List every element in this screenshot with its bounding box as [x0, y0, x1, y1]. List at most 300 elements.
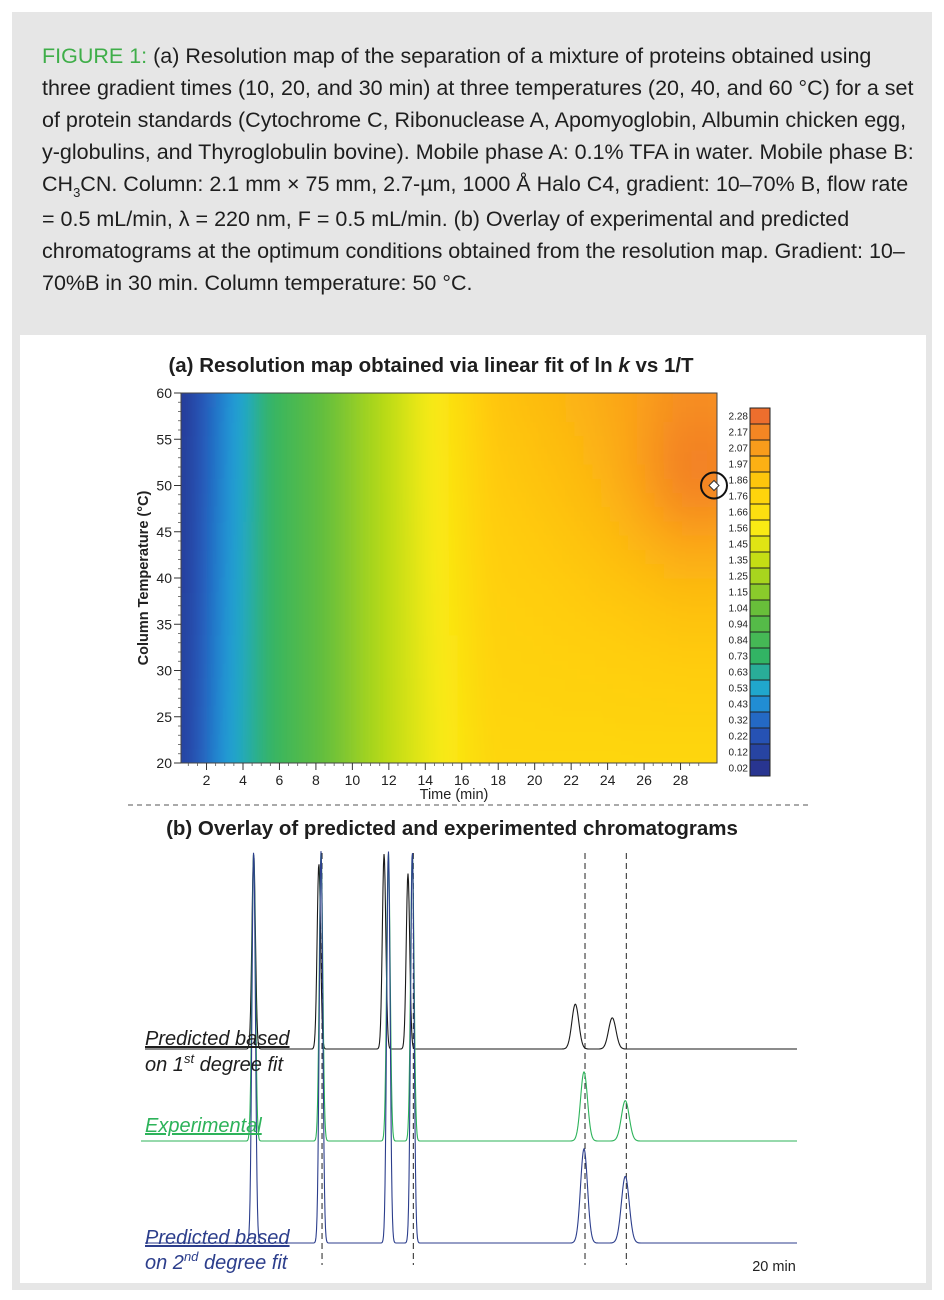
heatmap-cell	[663, 692, 673, 707]
heatmap-cell	[681, 692, 691, 707]
heatmap-cell	[467, 706, 477, 721]
heatmap-cell	[315, 422, 325, 437]
heatmap-cell	[270, 407, 280, 422]
heatmap-cell	[637, 607, 647, 622]
heatmap-cell	[494, 607, 504, 622]
heatmap-cell	[360, 621, 370, 636]
heatmap-cell	[458, 663, 468, 678]
heatmap-cell	[583, 535, 593, 550]
heatmap-cell	[297, 735, 307, 750]
heatmap-cell	[288, 464, 298, 479]
heatmap-cell	[529, 706, 539, 721]
heatmap-cell	[387, 649, 397, 664]
heatmap-cell	[261, 607, 271, 622]
heatmap-cell	[592, 692, 602, 707]
heatmap-cell	[503, 507, 512, 522]
heatmap-cell	[226, 635, 236, 650]
heatmap-cell	[306, 493, 316, 508]
heatmap-cell	[324, 649, 334, 664]
heatmap-cell	[208, 621, 218, 636]
heatmap-cell	[690, 706, 700, 721]
heatmap-cell	[333, 450, 343, 465]
heatmap-cell	[547, 706, 557, 721]
heatmap-cell	[279, 592, 289, 607]
heatmap-cell	[226, 521, 236, 536]
heatmap-cell	[270, 720, 280, 735]
heatmap-cell	[324, 373, 334, 408]
heatmap-cell	[681, 635, 691, 650]
heatmap-cell	[395, 749, 405, 784]
heatmap-cell	[512, 692, 522, 707]
heatmap-cell	[315, 373, 325, 408]
heatmap-cell	[333, 422, 343, 437]
heatmap-cell	[440, 678, 450, 693]
heatmap-cell	[583, 422, 593, 437]
heatmap-cell	[619, 493, 629, 508]
heatmap-cell	[547, 749, 557, 784]
heatmap-cell	[619, 436, 629, 451]
heatmap-cell	[440, 422, 450, 437]
heatmap-cell	[378, 735, 388, 750]
heatmap-cell	[324, 663, 334, 678]
heatmap-cell	[655, 550, 665, 565]
heatmap-cell	[199, 535, 209, 550]
heatmap-cell	[324, 607, 334, 622]
heatmap-cell	[261, 464, 271, 479]
heatmap-cell	[601, 450, 611, 465]
heatmap-cell	[208, 578, 218, 593]
heatmap-cell	[395, 478, 405, 493]
heatmap-cell	[655, 607, 665, 622]
heatmap-cell	[529, 478, 539, 493]
heatmap-cell	[387, 373, 397, 408]
heatmap-cell	[485, 464, 495, 479]
heatmap-cell	[226, 464, 236, 479]
heatmap-cell	[494, 422, 504, 437]
heatmap-cell	[521, 407, 531, 422]
heatmap-cell	[315, 635, 325, 650]
heatmap-cell	[244, 578, 254, 593]
heatmap-cell	[485, 373, 495, 408]
heatmap-cell	[512, 464, 522, 479]
heatmap-cell	[413, 436, 423, 451]
heatmap-cell	[190, 635, 200, 650]
heatmap-cell	[592, 635, 602, 650]
heatmap-cell	[261, 450, 271, 465]
heatmap-cell	[333, 564, 343, 579]
chromatogram-title: (b) Overlay of predicted and experimented chromatograms	[166, 817, 738, 840]
heatmap-cell	[342, 422, 352, 437]
heatmap-cell	[297, 507, 307, 522]
colorbar-label: 0.12	[728, 747, 748, 759]
heatmap-cell	[699, 535, 709, 550]
heatmap-cell	[431, 720, 441, 735]
heatmap-cell	[369, 373, 379, 408]
heatmap-cell	[235, 663, 245, 678]
heatmap-cell	[521, 535, 531, 550]
heatmap-cell	[655, 578, 665, 593]
heatmap-cell	[681, 521, 691, 536]
heatmap-cell	[404, 749, 414, 784]
heatmap-cell	[440, 535, 450, 550]
heatmap-cell	[458, 478, 468, 493]
heatmap-cell	[244, 478, 254, 493]
heatmap-cell	[190, 663, 200, 678]
heatmap-cell	[369, 450, 379, 465]
heatmap-cell	[601, 478, 611, 493]
y-tick-label: 25	[156, 708, 172, 725]
heatmap-cell	[601, 621, 611, 636]
heatmap-cell	[404, 621, 414, 636]
heatmap-cell	[244, 564, 254, 579]
heatmap-cell	[690, 550, 700, 565]
heatmap-cell	[521, 692, 531, 707]
heatmap-cell	[351, 422, 361, 437]
heatmap-cell	[244, 550, 254, 565]
heatmap-cell	[646, 373, 656, 408]
heatmap-cell	[413, 706, 423, 721]
heatmap-cell	[547, 578, 557, 593]
heatmap-cell	[601, 564, 611, 579]
heatmap-cell	[161, 493, 191, 508]
heatmap-cell	[565, 720, 575, 735]
heatmap-cell	[422, 507, 432, 522]
heatmap-cell	[565, 550, 575, 565]
heatmap-cell	[360, 450, 370, 465]
heatmap-cell	[646, 550, 656, 565]
heatmap-cell	[333, 749, 343, 784]
heatmap-cell	[699, 678, 709, 693]
heatmap-cell	[646, 422, 656, 437]
heatmap-cell	[226, 535, 236, 550]
heatmap-cell	[663, 450, 673, 465]
heatmap-cell	[699, 507, 709, 522]
heatmap-cell	[485, 706, 495, 721]
heatmap-cell	[253, 407, 263, 422]
heatmap-cell	[449, 663, 459, 678]
heatmap-cell	[333, 550, 343, 565]
heatmap-cell	[235, 436, 245, 451]
heatmap-cell	[574, 422, 584, 437]
heatmap-cell	[681, 478, 691, 493]
heatmap-cell	[574, 373, 584, 408]
heatmap-cell	[565, 407, 575, 422]
heatmap-cell	[637, 564, 647, 579]
heatmap-cell	[503, 373, 512, 408]
heatmap-cell	[467, 521, 477, 536]
heatmap-cell	[538, 706, 548, 721]
heatmap-cell	[288, 422, 298, 437]
heatmap-cell	[592, 564, 602, 579]
figure-canvas	[20, 335, 926, 1283]
heatmap-cell	[333, 464, 343, 479]
heatmap-cell	[637, 507, 647, 522]
heatmap-cell	[306, 422, 316, 437]
heatmap-cell	[413, 578, 423, 593]
heatmap-cell	[485, 720, 495, 735]
heatmap-cell	[681, 678, 691, 693]
heatmap-cell	[413, 663, 423, 678]
heatmap-cell	[208, 564, 218, 579]
heatmap-cell	[190, 720, 200, 735]
heatmap-cell	[279, 621, 289, 636]
heatmap-cell	[369, 592, 379, 607]
heatmap-cell	[512, 507, 522, 522]
heatmap-cell	[646, 635, 656, 650]
heatmap-cell	[672, 436, 682, 451]
heatmap-cell	[395, 550, 405, 565]
heatmap-cell	[440, 373, 450, 408]
heatmap-cell	[556, 720, 566, 735]
heatmap-cell	[583, 663, 593, 678]
heatmap-cell	[565, 706, 575, 721]
colorbar-swatch	[750, 552, 770, 568]
heatmap-cell	[217, 507, 227, 522]
heatmap-cell	[226, 450, 236, 465]
heatmap-cell	[161, 407, 191, 422]
heatmap-cell	[190, 592, 200, 607]
heatmap-cell	[279, 450, 289, 465]
heatmap-cell	[690, 493, 700, 508]
heatmap-cell	[449, 564, 459, 579]
heatmap-cell	[324, 521, 334, 536]
heatmap-cell	[512, 678, 522, 693]
heatmap-cell	[288, 621, 298, 636]
heatmap-cell	[226, 692, 236, 707]
heatmap-cell	[351, 478, 361, 493]
colorbar-label: 1.56	[728, 523, 748, 535]
heatmap-cell	[565, 592, 575, 607]
heatmap-cell	[521, 678, 531, 693]
y-axis	[156, 385, 181, 771]
heatmap-cell	[395, 578, 405, 593]
heatmap-cell	[681, 464, 691, 479]
heatmap-cell	[521, 550, 531, 565]
heatmap-cell	[208, 422, 218, 437]
heatmap-cell	[270, 464, 280, 479]
heatmap-cell	[288, 749, 298, 784]
heatmap-cell	[217, 621, 227, 636]
heatmap-cell	[538, 692, 548, 707]
heatmap-cell	[663, 436, 673, 451]
heatmap-cell	[512, 635, 522, 650]
heatmap-cell	[592, 436, 602, 451]
heatmap-cell	[556, 735, 566, 750]
heatmap-cell	[503, 678, 512, 693]
heatmap-cell	[637, 649, 647, 664]
heatmap-cell	[360, 535, 370, 550]
heatmap-cell	[601, 422, 611, 437]
heatmap-cell	[253, 663, 263, 678]
heatmap-cell	[387, 678, 397, 693]
heatmap-cell	[369, 564, 379, 579]
heatmap-cell	[235, 578, 245, 593]
heatmap-cell	[217, 464, 227, 479]
heatmap-cell	[547, 478, 557, 493]
heatmap-cell	[690, 678, 700, 693]
heatmap-cell	[628, 478, 638, 493]
heatmap-cell	[261, 706, 271, 721]
heatmap-cell	[199, 493, 209, 508]
heatmap-cell	[324, 621, 334, 636]
heatmap-cell	[261, 578, 271, 593]
heatmap-cell	[512, 535, 522, 550]
heatmap-cell	[351, 507, 361, 522]
heatmap-cell	[270, 436, 280, 451]
heatmap-cell	[351, 373, 361, 408]
heatmap-cell	[503, 649, 512, 664]
heatmap-cell	[413, 535, 423, 550]
heatmap-cell	[226, 607, 236, 622]
heatmap-cell	[458, 521, 468, 536]
heatmap-cell	[288, 663, 298, 678]
heatmap-cell	[503, 621, 512, 636]
heatmap-cell	[681, 535, 691, 550]
heatmap-cell	[547, 373, 557, 408]
heatmap-cell	[413, 464, 423, 479]
heatmap-cell	[512, 720, 522, 735]
heatmap-cell	[369, 649, 379, 664]
heatmap-cell	[199, 450, 209, 465]
heatmap-cell	[655, 706, 665, 721]
heatmap-cell	[583, 735, 593, 750]
heatmap-cell	[583, 564, 593, 579]
heatmap-cell	[235, 507, 245, 522]
heatmap-cell	[476, 550, 486, 565]
heatmap-cell	[288, 521, 298, 536]
heatmap-cell	[699, 720, 709, 735]
heatmap-cell	[422, 373, 432, 408]
heatmap-cell	[413, 407, 423, 422]
heatmap-cell	[324, 578, 334, 593]
heatmap-cell	[458, 678, 468, 693]
heatmap-cell	[449, 649, 459, 664]
heatmap-cell	[315, 678, 325, 693]
heatmap-cell	[538, 735, 548, 750]
heatmap-cell	[583, 550, 593, 565]
heatmap-cell	[297, 478, 307, 493]
heatmap-cell	[190, 373, 200, 408]
heatmap-cell	[431, 678, 441, 693]
heatmap-cell	[360, 607, 370, 622]
heatmap-cell	[574, 720, 584, 735]
heatmap-cell	[324, 635, 334, 650]
heatmap-cell	[601, 464, 611, 479]
heatmap-cell	[467, 720, 477, 735]
heatmap-cell	[521, 706, 531, 721]
heatmap-cell	[226, 550, 236, 565]
heatmap-cell	[619, 649, 629, 664]
heatmap-cell	[387, 564, 397, 579]
heatmap-cell	[646, 692, 656, 707]
heatmap-cell	[315, 436, 325, 451]
heatmap-cell	[378, 621, 388, 636]
heatmap-cell	[404, 450, 414, 465]
heatmap-cell	[592, 478, 602, 493]
heatmap-cell	[494, 407, 504, 422]
heatmap-cell	[199, 678, 209, 693]
heatmap-cell	[333, 735, 343, 750]
heatmap-cell	[431, 436, 441, 451]
heatmap-cell	[253, 735, 263, 750]
heatmap-cell	[672, 407, 682, 422]
heatmap-cell	[655, 535, 665, 550]
heatmap-cell	[529, 507, 539, 522]
heatmap-cell	[261, 720, 271, 735]
heatmap-cell	[458, 507, 468, 522]
heatmap-cell	[655, 720, 665, 735]
heatmap-cell	[378, 678, 388, 693]
heatmap-cell	[467, 607, 477, 622]
heatmap-cell	[699, 592, 709, 607]
heatmap-cell	[190, 621, 200, 636]
heatmap-cell	[208, 407, 218, 422]
heatmap-cell	[333, 706, 343, 721]
heatmap-cell	[190, 407, 200, 422]
heatmap-cell	[583, 507, 593, 522]
heatmap-cell	[467, 464, 477, 479]
heatmap-cell	[547, 663, 557, 678]
heatmap-cell	[690, 407, 700, 422]
heatmap-cell	[529, 663, 539, 678]
heatmap-cell	[628, 550, 638, 565]
heatmap-cell	[261, 507, 271, 522]
colorbar-label: 2.07	[728, 443, 748, 455]
heatmap-cell	[395, 464, 405, 479]
heatmap-cell	[494, 621, 504, 636]
heatmap-cell	[190, 422, 200, 437]
heatmap-cell	[244, 493, 254, 508]
heatmap-cell	[288, 706, 298, 721]
heatmap-cell	[485, 478, 495, 493]
heatmap-cell	[637, 678, 647, 693]
heatmap-cell	[467, 663, 477, 678]
heatmap-cell	[199, 564, 209, 579]
heatmap-cell	[208, 735, 218, 750]
heatmap-cell	[637, 706, 647, 721]
heatmap-cell	[681, 663, 691, 678]
heatmap-cell	[208, 649, 218, 664]
heatmap-cell	[646, 578, 656, 593]
heatmap-cell	[395, 735, 405, 750]
heatmap-cell	[494, 578, 504, 593]
heatmap-cell	[467, 578, 477, 593]
heatmap-cell	[494, 436, 504, 451]
heatmap-cell	[324, 735, 334, 750]
heatmap-cell	[592, 735, 602, 750]
heatmap-cell	[387, 635, 397, 650]
heatmap-cell	[619, 550, 629, 565]
heatmap-cell	[601, 635, 611, 650]
heatmap-cell	[226, 678, 236, 693]
heatmap-cell	[494, 678, 504, 693]
heatmap-cell	[583, 621, 593, 636]
heatmap-cell	[672, 692, 682, 707]
heatmap-cell	[529, 373, 539, 408]
heatmap-cell	[324, 706, 334, 721]
y-tick-label: 35	[156, 616, 172, 633]
heatmap-cell	[342, 407, 352, 422]
heatmap-cell	[699, 373, 709, 408]
heatmap-cell	[663, 564, 673, 579]
colorbar-swatch	[750, 728, 770, 744]
heatmap-cell	[646, 493, 656, 508]
heatmap-cell	[440, 507, 450, 522]
heatmap-cell	[333, 621, 343, 636]
heatmap-cell	[404, 507, 414, 522]
heatmap-cell	[387, 407, 397, 422]
heatmap-cell	[440, 407, 450, 422]
